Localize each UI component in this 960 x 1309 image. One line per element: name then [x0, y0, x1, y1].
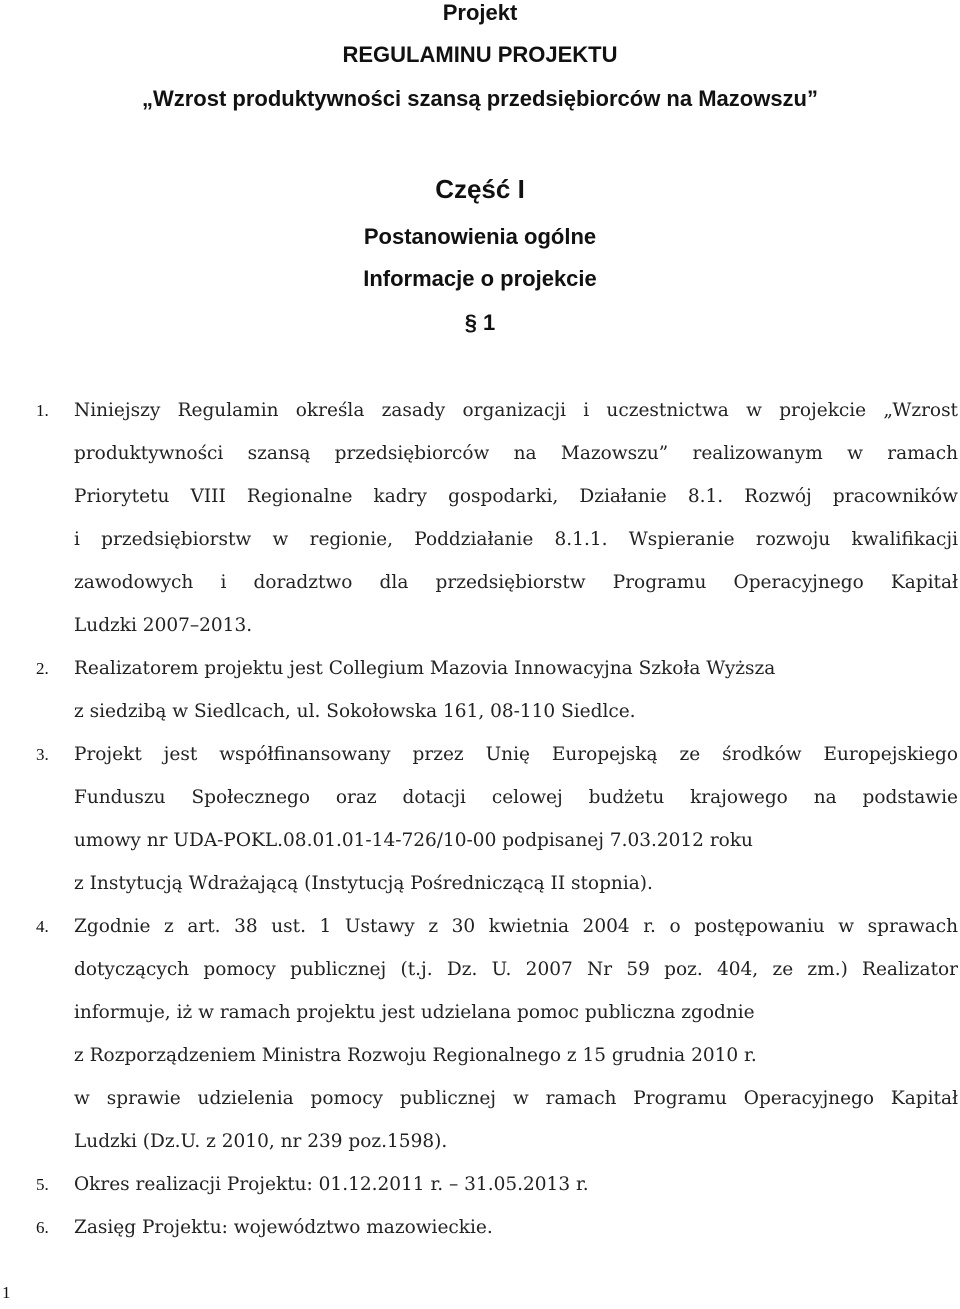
- text-line: Ludzki (Dz.U. z 2010, nr 239 poz.1598).: [74, 1131, 448, 1152]
- provisions-list: [0, 389, 960, 1249]
- document-heading: REGULAMINU PROJEKTU: [342, 42, 618, 67]
- text-line: Niniejszy Regulamin określa zasady organizacji i uczestnictwa w projekcie „Wzrost: [74, 400, 958, 421]
- list-item: [0, 647, 960, 733]
- text-line: i przedsiębiorstw w regionie, Poddziałanie 8.1.1. Wspieranie rozwoju kwalifikacji: [74, 529, 958, 550]
- item-text: [74, 733, 958, 905]
- list-item: [0, 389, 960, 647]
- text-line: informuje, iż w ramach projektu jest udzielana pomoc publiczna zgodnie: [74, 1002, 755, 1023]
- text-line: produktywności szansą przedsiębiorców na Mazowszu” realizowanym w ramach: [74, 443, 958, 464]
- page-number: 1: [2, 1283, 11, 1302]
- text-line: Realizatorem projektu jest Collegium Mazovia Innowacyjna Szkoła Wyższa: [74, 658, 776, 679]
- text-line: w sprawie udzielenia pomocy publicznej w ramach Programu Operacyjnego Kapitał: [74, 1088, 958, 1109]
- list-item: [0, 1206, 960, 1249]
- item-number: 3.: [36, 745, 49, 764]
- item-text: [74, 647, 958, 733]
- item-text: [74, 905, 958, 1163]
- item-text: [74, 1163, 958, 1206]
- item-text: [74, 1206, 958, 1249]
- text-line: Projekt jest współfinansowany przez Unię Europejską ze środków Europejskiego: [74, 744, 958, 765]
- text-line: z Rozporządzeniem Ministra Rozwoju Regionalnego z 15 grudnia 2010 r.: [74, 1045, 757, 1066]
- list-item: [0, 733, 960, 905]
- text-line: Zgodnie z art. 38 ust. 1 Ustawy z 30 kwietnia 2004 r. o postępowaniu w sprawach: [74, 916, 958, 937]
- text-line: Priorytetu VIII Regionalne kadry gospodarki, Działanie 8.1. Rozwój pracowników: [74, 486, 958, 507]
- text-line: z Instytucją Wdrażającą (Instytucją Pośredniczącą II stopnia).: [74, 873, 653, 894]
- part-heading: Część I: [435, 174, 525, 204]
- text-line: Funduszu Społecznego oraz dotacji celowej budżetu krajowego na podstawie: [74, 787, 958, 808]
- text-line: zawodowych i doradztwo dla przedsiębiorstw Programu Operacyjnego Kapitał: [74, 572, 958, 593]
- text-line: umowy nr UDA-POKL.08.01.01-14-726/10-00 podpisanej 7.03.2012 roku: [74, 830, 753, 851]
- item-number: 1.: [36, 401, 49, 420]
- document-label: Projekt: [442, 0, 518, 25]
- paragraph-heading: § 1: [464, 310, 496, 335]
- item-text: [74, 389, 958, 647]
- item-number: 5.: [36, 1175, 49, 1194]
- text-line: Okres realizacji Projektu: 01.12.2011 r. – 31.05.2013 r.: [74, 1174, 589, 1195]
- list-item: [0, 905, 960, 1163]
- project-title: „Wzrost produktywności szansą przedsiębiorców na Mazowszu”: [141, 86, 818, 111]
- item-number: 2.: [36, 659, 49, 678]
- item-number: 6.: [36, 1218, 49, 1237]
- text-line: dotyczących pomocy publicznej (t.j. Dz. U. 2007 Nr 59 poz. 404, ze zm.) Realizator: [74, 959, 958, 980]
- text-line: z siedzibą w Siedlcach, ul. Sokołowska 161, 08-110 Siedlce.: [74, 701, 636, 722]
- section-heading: Postanowienia ogólne: [363, 224, 597, 249]
- text-line: Ludzki 2007–2013.: [74, 615, 253, 636]
- item-number: 4.: [36, 917, 49, 936]
- text-line: Zasięg Projektu: województwo mazowieckie.: [74, 1217, 493, 1238]
- subsection-heading: Informacje o projekcie: [363, 266, 597, 291]
- list-item: [0, 1163, 960, 1206]
